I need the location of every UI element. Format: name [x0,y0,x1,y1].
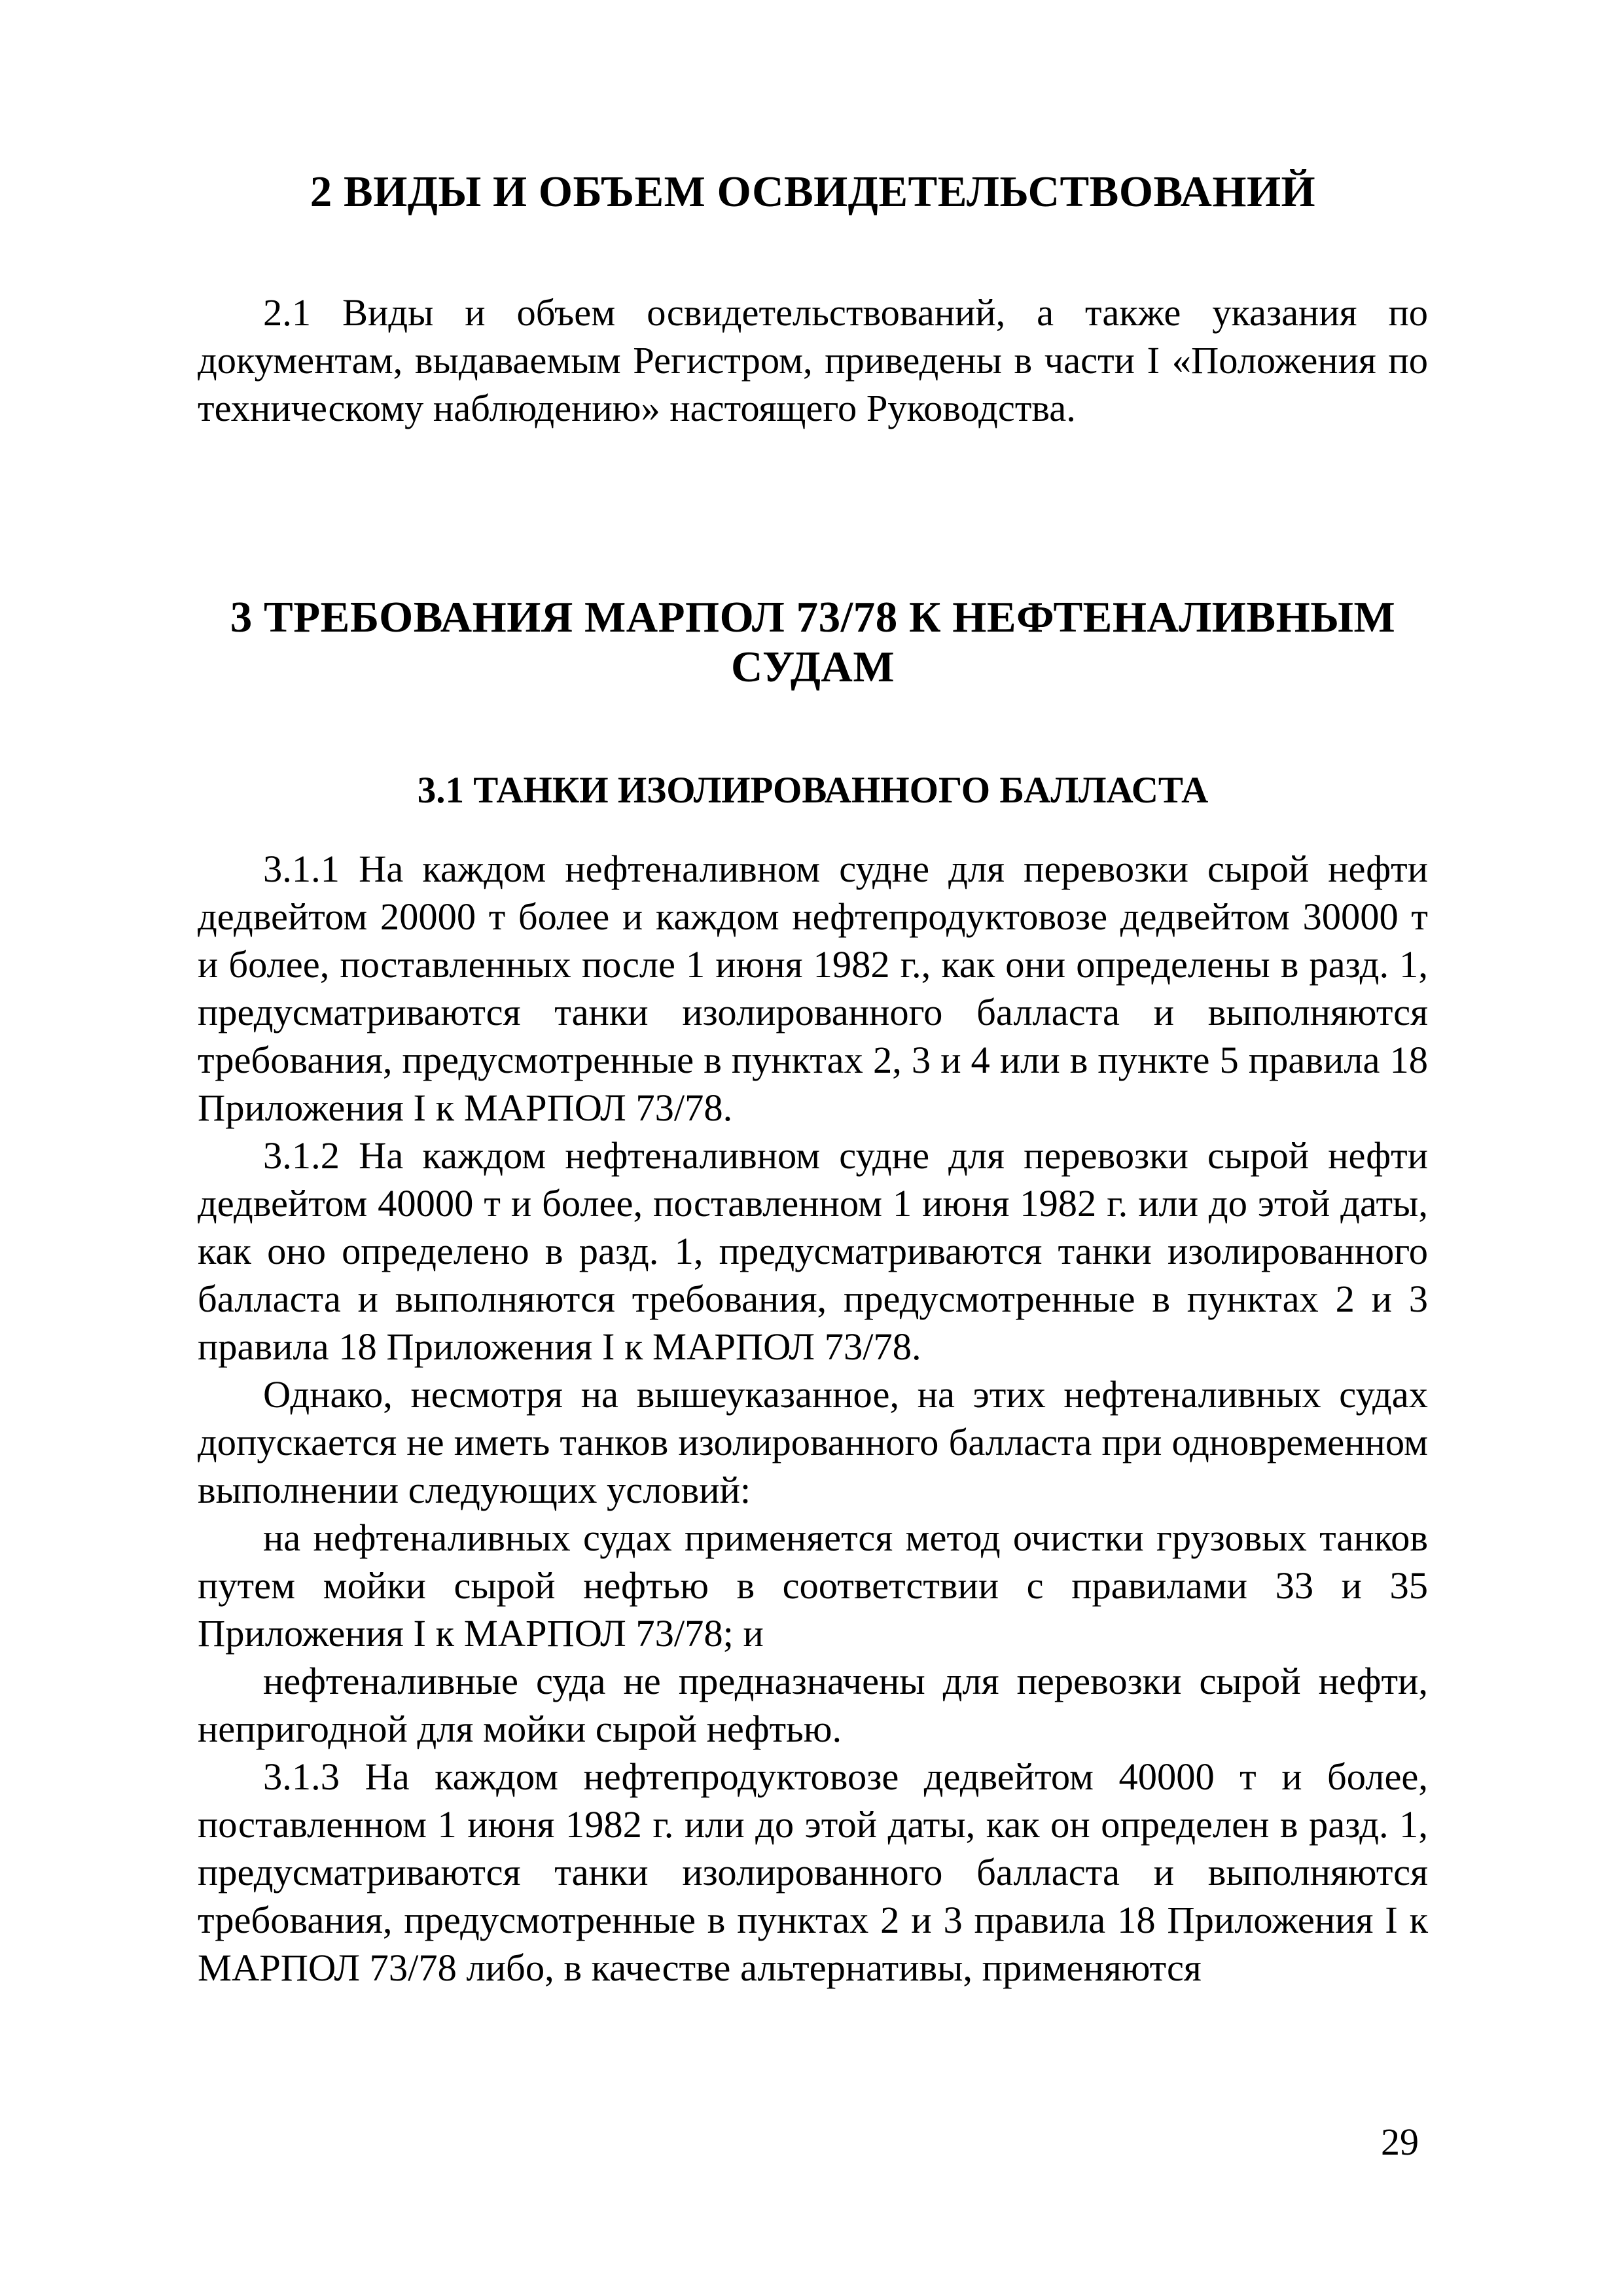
paragraph-3-1-2: 3.1.2 На каждом нефтеналивном судне для перевозки сырой нефти дедвейтом 40000 т и более, поставленном 1 июня 1982 г. или до этой даты, как оно определено в разд. 1, предусматриваются танки изолированного балласта и выполняются требования, предусмотренные в пунктах 2 и 3 правила 18 Приложения I к МАРПОЛ 73/78. [198,1134,1428,1368]
section-3-heading: 3 ТРЕБОВАНИЯ МАРПОЛ 73/78 К НЕФТЕНАЛИВНЫМ СУДАМ [230,593,1396,691]
page-content [198,167,1428,1992]
paragraph-3-1-1: 3.1.1 На каждом нефтеналивном судне для перевозки сырой нефти дедвейтом 20000 т более и каждом нефтепродуктовозе дедвейтом 30000 т и более, поставленных после 1 июня 1982 г., как они определены в разд. 1, предусматриваются танки изолированного балласта и выполняются требования, предусмотренные в пунктах 2, 3 и 4 или в пункте 5 правила 18 Приложения I к МАРПОЛ 73/78. [198,848,1428,1129]
subsection-3-1-heading: 3.1 ТАНКИ ИЗОЛИРОВАННОГО БАЛЛАСТА [417,770,1209,811]
paragraph-condition-2: нефтеналивные суда не предназначены для перевозки сырой нефти, непригодной для мойки сырой нефтью. [198,1660,1428,1750]
page-number: 29 [1381,2121,1419,2163]
paragraph-2-1: 2.1 Виды и объем освидетельствований, а также указания по документам, выдаваемым Регистром, приведены в части I «Положения по техническому наблюдению» настоящего Руководства. [198,291,1428,429]
section-2-heading: 2 ВИДЫ И ОБЪЕМ ОСВИДЕТЕЛЬСТВОВАНИЙ [310,168,1316,216]
paragraph-3-1-3: 3.1.3 На каждом нефтепродуктовозе дедвейтом 40000 т и более, поставленном 1 июня 1982 г. или до этой даты, как он определен в разд. 1, предусматриваются танки изолированного балласта и выполняются требования, предусмотренные в пунктах 2 и 3 правила 18 Приложения I к МАРПОЛ 73/78 либо, в качестве альтернативы, применяются [198,1755,1428,1989]
paragraph-however: Однако, несмотря на вышеуказанное, на этих нефтеналивных судах допускается не иметь танков изолированного балласта при одновременном выполнении следующих условий: [198,1373,1428,1511]
paragraph-condition-1: на нефтеналивных судах применяется метод очистки грузовых танков путем мойки сырой нефтью в соответствии с правилами 33 и 35 Приложения I к МАРПОЛ 73/78; и [198,1516,1428,1655]
